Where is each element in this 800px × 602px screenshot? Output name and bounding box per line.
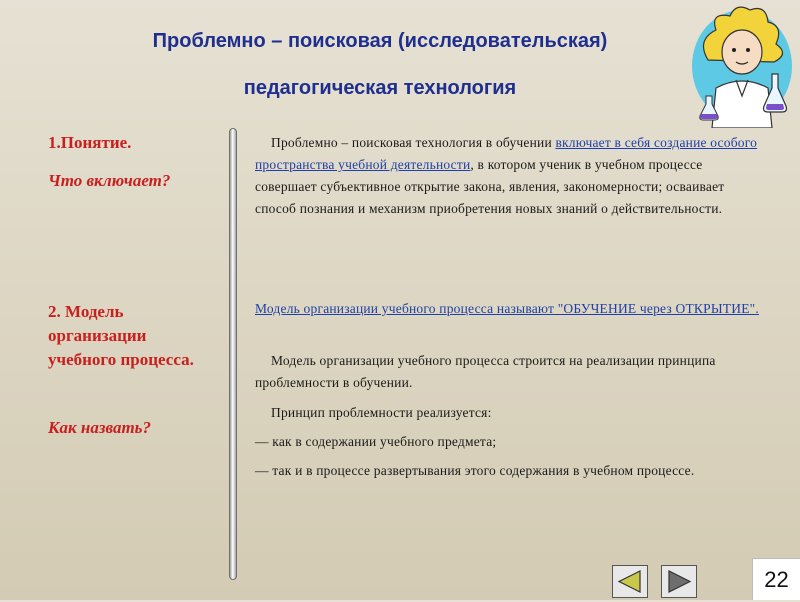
model-name-link[interactable]: Модель организации учебного процесса называют "ОБУЧЕНИЕ через ОТКРЫТИЕ". bbox=[255, 301, 759, 316]
page-number: 22 bbox=[752, 558, 800, 600]
triangle-right-icon bbox=[662, 566, 696, 597]
principle-heading: Принцип проблемности реализуется: bbox=[271, 405, 492, 420]
next-slide-button[interactable] bbox=[661, 565, 697, 598]
scientist-clipart-icon bbox=[686, 0, 798, 128]
model-description-paragraph: Модель организации учебного процесса строится на реализации принципа проблемности в обучении. bbox=[255, 353, 716, 390]
section-2-label: 2. Модель организации учебного процесса. bbox=[48, 302, 194, 369]
section-1-question: Что включает? bbox=[48, 171, 171, 190]
vertical-divider-rail bbox=[229, 128, 237, 580]
principle-item-1: — как в содержании учебного предмета; bbox=[255, 434, 497, 449]
triangle-left-icon bbox=[613, 566, 647, 597]
definition-start: Проблемно – поисковая технология в обучении bbox=[271, 135, 556, 150]
model-name-paragraph bbox=[255, 298, 760, 320]
section-1-label: 1.Понятие. bbox=[48, 133, 132, 152]
definition-end: , в котором ученик в учебном процессе совершает субъективное открытие закона, явления, закономерности; осваивает способ познания и механизм приобретения новых знаний о действительности. bbox=[255, 157, 725, 216]
definition-link[interactable]: включает в себя создание особого пространства учебной деятельности bbox=[255, 135, 758, 172]
section-2-question: Как назвать? bbox=[48, 418, 151, 437]
previous-slide-button[interactable] bbox=[612, 565, 648, 598]
title-line-1: Проблемно – поисковая (исследовательская) bbox=[152, 30, 608, 52]
definition-paragraph bbox=[255, 132, 760, 220]
title-line-2: педагогическая технология bbox=[243, 77, 517, 99]
principle-item-2: — так и в процессе развертывания этого содержания в учебном процессе. bbox=[255, 463, 695, 478]
